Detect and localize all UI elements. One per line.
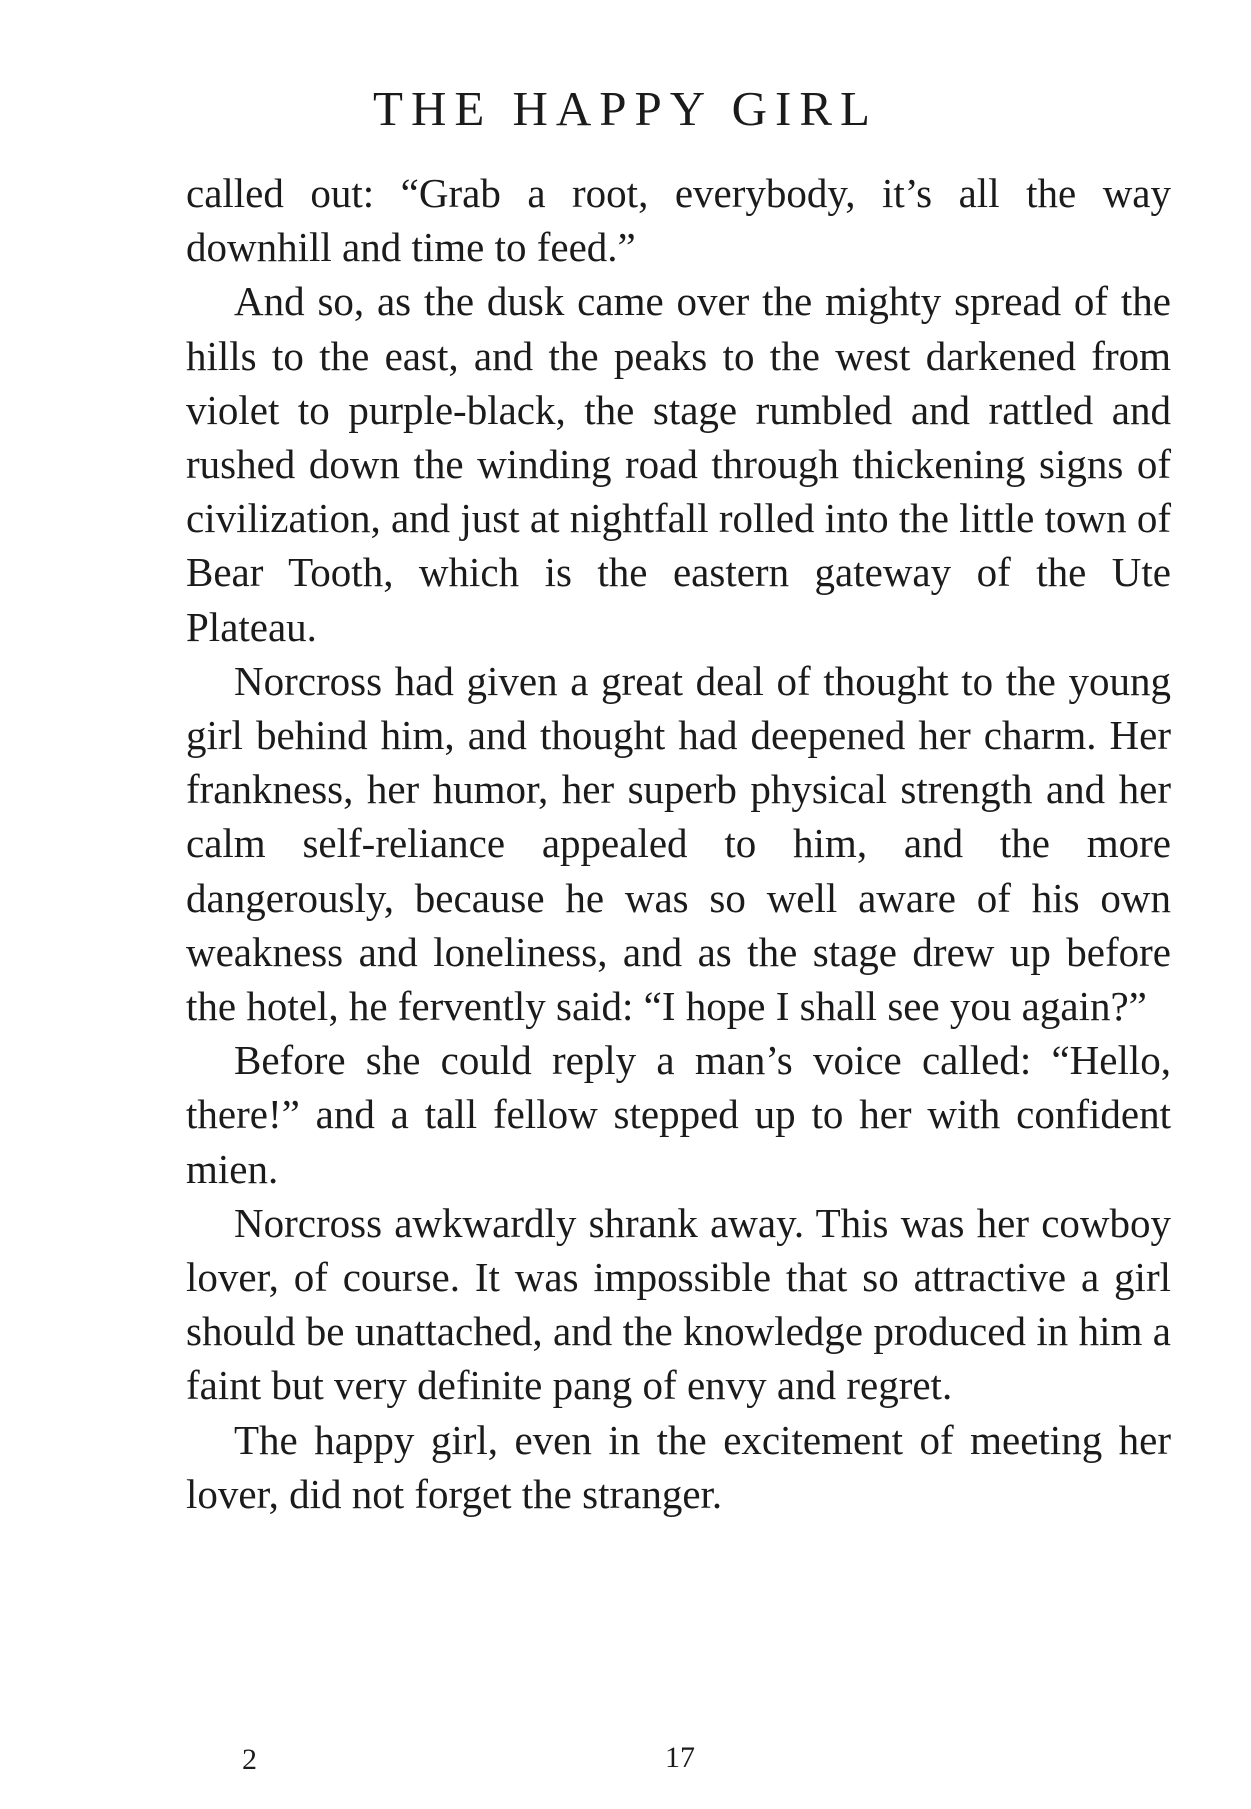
paragraph: Norcross had given a great deal of thought to the young girl behind him, and thought had deepened her charm. Her frankness, her humor, her superb physical strength and her calm self-reliance appealed to him, and the more dangerously, because he was so well aware of his own weakness and loneliness, and as the stage drew up before the hotel, he fervently said: “I hope I shall see you again?” [186, 657, 1171, 1030]
paragraph: Before she could reply a man’s voice called: “Hello, there!” and a tall fellow stepped up to her with confident mien. [186, 1037, 1171, 1192]
paragraph: called out: “Grab a root, everybody, it’s all the way downhill and time to feed.” [186, 170, 1171, 271]
paragraph: And so, as the dusk came over the mighty spread of the hills to the east, and the peaks to the west darkened from violet to purple-black, the stage rumbled and rattled and rushed down the winding road through thickening signs of civilization, and just at nightfall rolled into the little town of Bear Tooth, which is the eastern gateway of the Ute Plateau. [186, 278, 1171, 650]
paragraph: Norcross awkwardly shrank away. This was her cowboy lover, of course. It was impossible that so attractive a girl should be unattached, and the knowledge produced in him a faint but very definite pang of envy and regret. [186, 1199, 1171, 1409]
running-head: THE HAPPY GIRL [373, 81, 878, 136]
signature-mark: 2 [242, 1743, 257, 1776]
paragraph: The happy girl, even in the excitement of meeting her lover, did not forget the stranger. [186, 1416, 1171, 1517]
body-text [186, 166, 1171, 1521]
page-number: 17 [665, 1741, 695, 1774]
